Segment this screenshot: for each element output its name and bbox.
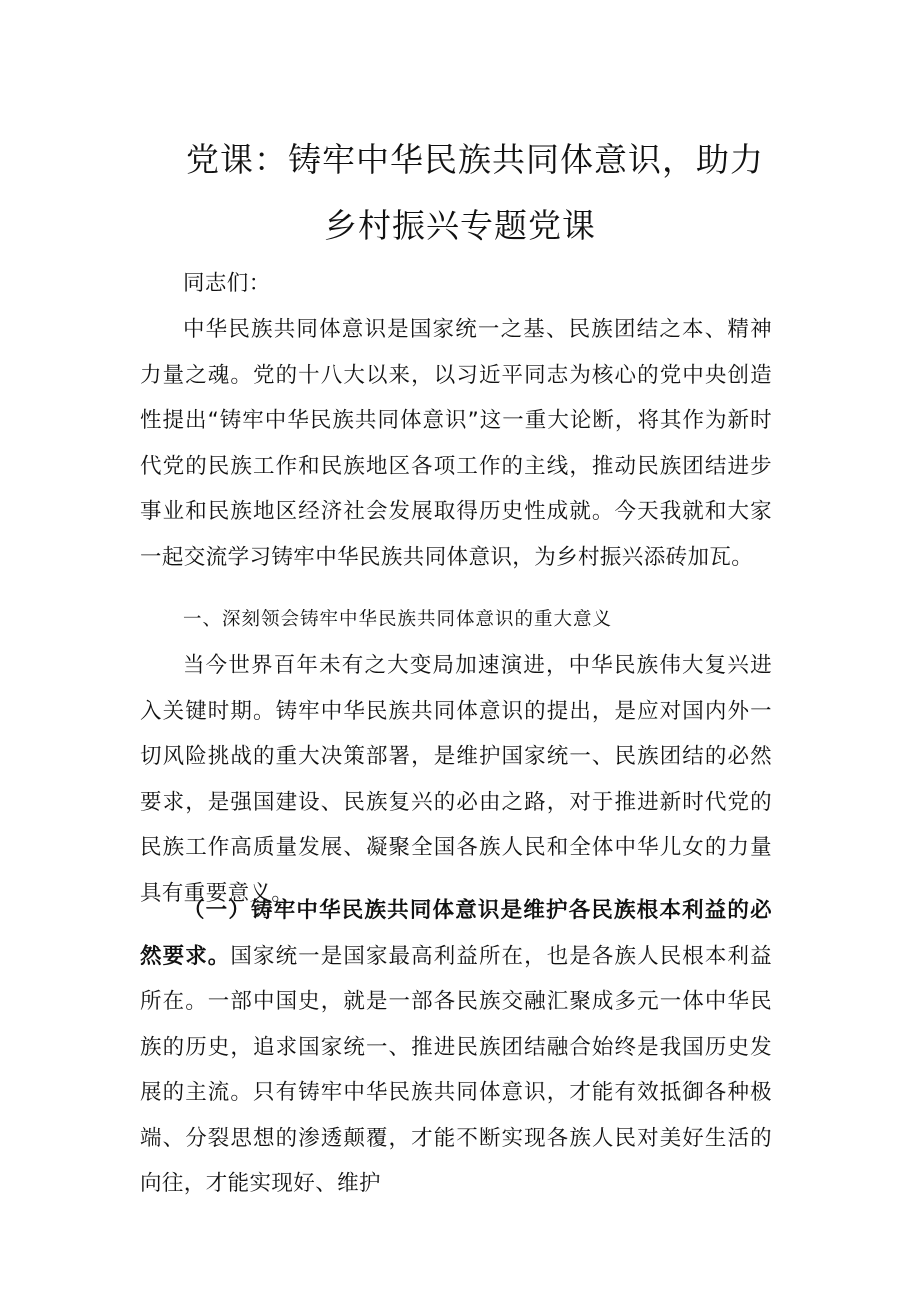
- paragraph-significance: 当今世界百年未有之大变局加速演进，中华民族伟大复兴进入关键时期。铸牢中华民族共同体意识的提出，是应对国内外一切风险挑战的重大决策部署，是维护国家统一、民族团结的必然要求，是强国建设、民族复兴的必由之路，对于推进新时代党的民族工作高质量发展、凝聚全国各族人民和全体中华儿女的力量具有重要意义。: [140, 653, 772, 906]
- document-title-line-2: 乡村振兴专题党课: [324, 206, 596, 245]
- paragraph-intro: 中华民族共同体意识是国家统一之基、民族团结之本、精神力量之魂。党的十八大以来，以习近平同志为核心的党中央创造性提出“铸牢中华民族共同体意识”这一重大论断，将其作为新时代党的民族工作和民族地区各项工作的主线，推动民族团结进步事业和民族地区经济社会发展取得历史性成就。今天我就和大家一起交流学习铸牢中华民族共同体意识，为乡村振兴添砖加瓦。: [140, 317, 772, 570]
- section-heading-1: 一、深刻领会铸牢中华民族共同体意识的重大意义: [183, 609, 613, 630]
- subsection-1-heading: （一）铸牢中华民族共同体意识是维护各民族根本利益的必然要求。: [140, 898, 772, 969]
- document-title-line-1: 党课：铸牢中华民族共同体意识，助力: [186, 140, 764, 179]
- subsection-1-text: 国家统一是国家最高利益所在，也是各族人民根本利益所在。一部中国史，就是一部各民族交融汇聚成多元一体中华民族的历史，追求国家统一、推进民族团结融合始终是我国历史发展的主流。只有铸牢中华民族共同体意识，才能有效抵御各种极端、分裂思想的渗透颠覆，才能不断实现各族人民对美好生活的向往，才能实现好、维护: [140, 943, 772, 1196]
- paragraph-subsection-1: [140, 888, 772, 1207]
- salutation: 同志们：: [183, 271, 271, 296]
